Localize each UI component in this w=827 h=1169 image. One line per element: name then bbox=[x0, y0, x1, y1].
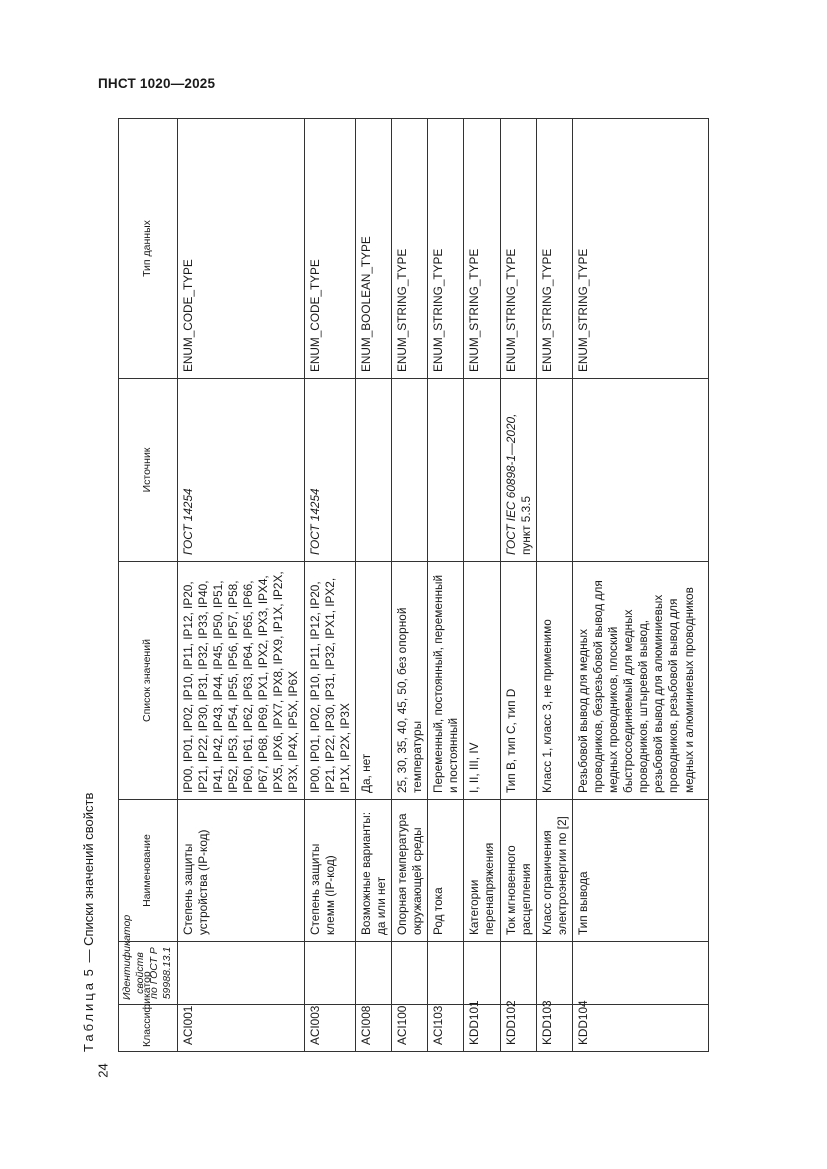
cell-name: Класс ограничения электроэнергии по [2] bbox=[536, 800, 572, 942]
cell-datatype: ENUM_STRING_TYPE bbox=[572, 119, 708, 379]
cell-identifier bbox=[572, 942, 708, 1005]
source-text: ГОСТ 14254 bbox=[180, 488, 195, 555]
cell-datatype: ENUM_STRING_TYPE bbox=[464, 119, 500, 379]
cell-source bbox=[464, 379, 500, 562]
cell-name: Степень защиты клемм (IP-код) bbox=[304, 800, 355, 942]
caption-text: — Списки значений свойств bbox=[81, 792, 96, 963]
rotated-table-block bbox=[81, 119, 752, 1052]
cell-datatype: ENUM_BOOLEAN_TYPE bbox=[355, 119, 391, 379]
cell-values: Да, нет bbox=[355, 562, 391, 800]
source-text: ГОСТ 14254 bbox=[307, 488, 322, 555]
cell-values: IP00, IP01, IP02, IP10, IP11, IP12, IP20, IP21, IP22, IP30, IP31, IP32, IP33, IP40, IP41, IP42, IP43, IP44, IP45, IP50, IP51, IP52, IP53, IP54, IP55, IP56, IP57, IP58, IP60, IP61, IP62, IP63, IP64, IP65, IP66, IP67, IP68, IP69, IPX1, IPX2, IPX3, IPX4, IPX5, IPX6, IPX7, IPX8, IPX9, IP1X, IP2X, IP3X, IP4X, IP5X, IP6X bbox=[177, 562, 304, 800]
cell-values: Резьбовой вывод для медных проводников, безрезьбовой вывод для медных проводников, плоский быстросоединяемый для медных проводников, штыревой вывод, резьбовой вывод для алюминиевых проводников, резьбовой вывод для медных и алюминиевых проводников bbox=[572, 562, 708, 800]
document-code: ПНСТ 1020—2025 bbox=[98, 76, 216, 91]
cell-values: Переменный, постоянный, переменный и постоянный bbox=[428, 562, 464, 800]
cell-values: Класс 1, класс 3, не применимо bbox=[536, 562, 572, 800]
table-row bbox=[464, 119, 500, 1052]
cell-datatype: ENUM_STRING_TYPE bbox=[536, 119, 572, 379]
properties-table bbox=[118, 118, 709, 1052]
header-source: Источник bbox=[119, 379, 178, 562]
table-caption bbox=[81, 793, 96, 1052]
cell-source bbox=[355, 379, 391, 562]
cell-name: Ток мгновенного расцепления bbox=[500, 800, 536, 942]
cell-classifier: KDD102 bbox=[500, 1005, 536, 1052]
cell-name: Род тока bbox=[428, 800, 464, 942]
cell-source bbox=[177, 379, 304, 562]
cell-identifier bbox=[464, 942, 500, 1005]
cell-identifier bbox=[177, 942, 304, 1005]
cell-datatype: ENUM_CODE_TYPE bbox=[304, 119, 355, 379]
table-row bbox=[391, 119, 427, 1052]
header-datatype: Тип данных bbox=[119, 119, 178, 379]
cell-classifier: ACI103 bbox=[428, 1005, 464, 1052]
caption-number: 5 bbox=[81, 966, 96, 977]
cell-name: Возможные варианты: да или нет bbox=[355, 800, 391, 942]
cell-name: Тип вывода bbox=[572, 800, 708, 942]
table-row bbox=[536, 119, 572, 1052]
cell-classifier: ACI100 bbox=[391, 1005, 427, 1052]
table-row bbox=[428, 119, 464, 1052]
cell-source bbox=[391, 379, 427, 562]
table-header-row bbox=[119, 119, 178, 1052]
header-name: Наименование bbox=[119, 800, 178, 942]
table-row bbox=[500, 119, 536, 1052]
cell-datatype: ENUM_CODE_TYPE bbox=[177, 119, 304, 379]
cell-identifier bbox=[500, 942, 536, 1005]
cell-values: Тип B, тип C, тип D bbox=[500, 562, 536, 800]
cell-datatype: ENUM_STRING_TYPE bbox=[391, 119, 427, 379]
table-row bbox=[177, 119, 304, 1052]
cell-source bbox=[500, 379, 536, 562]
header-classifier: Классификатор bbox=[119, 1005, 178, 1052]
cell-identifier bbox=[536, 942, 572, 1005]
cell-classifier: KDD101 bbox=[464, 1005, 500, 1052]
page-number: 24 bbox=[95, 1063, 111, 1078]
cell-source bbox=[536, 379, 572, 562]
header-identifier: Идентификатор свойств по ГОСТ Р 59988.13.1 bbox=[119, 942, 178, 1005]
source-text: ГОСТ IEC 60898-1—2020, bbox=[503, 413, 518, 555]
cell-source bbox=[572, 379, 708, 562]
table-row bbox=[355, 119, 391, 1052]
caption-label: Таблица bbox=[81, 980, 96, 1052]
cell-datatype: ENUM_STRING_TYPE bbox=[500, 119, 536, 379]
table-row bbox=[304, 119, 355, 1052]
cell-identifier bbox=[355, 942, 391, 1005]
cell-classifier: KDD104 bbox=[572, 1005, 708, 1052]
cell-source bbox=[428, 379, 464, 562]
cell-source bbox=[304, 379, 355, 562]
cell-classifier: ACI003 bbox=[304, 1005, 355, 1052]
cell-name: Категории перенапряжения bbox=[464, 800, 500, 942]
cell-classifier: ACI001 bbox=[177, 1005, 304, 1052]
header-values: Список значений bbox=[119, 562, 178, 800]
cell-identifier bbox=[391, 942, 427, 1005]
cell-classifier: KDD103 bbox=[536, 1005, 572, 1052]
cell-identifier bbox=[428, 942, 464, 1005]
cell-classifier: ACI008 bbox=[355, 1005, 391, 1052]
cell-datatype: ENUM_STRING_TYPE bbox=[428, 119, 464, 379]
cell-values: IP00, IP01, IP02, IP10, IP11, IP12, IP20, IP21, IP22, IP30, IP31, IP32, IPX1, IPX2, IP1X, IP2X, IP3X bbox=[304, 562, 355, 800]
cell-name: Степень защиты устройства (IP-код) bbox=[177, 800, 304, 942]
cell-values: 25, 30, 35, 40, 45, 50, без опорной температуры bbox=[391, 562, 427, 800]
cell-name: Опорная температура окружающей среды bbox=[391, 800, 427, 942]
cell-identifier bbox=[304, 942, 355, 1005]
source-extra: пункт 5.3.5 bbox=[518, 495, 533, 555]
table-row bbox=[572, 119, 708, 1052]
cell-values: I, II, III, IV bbox=[464, 562, 500, 800]
